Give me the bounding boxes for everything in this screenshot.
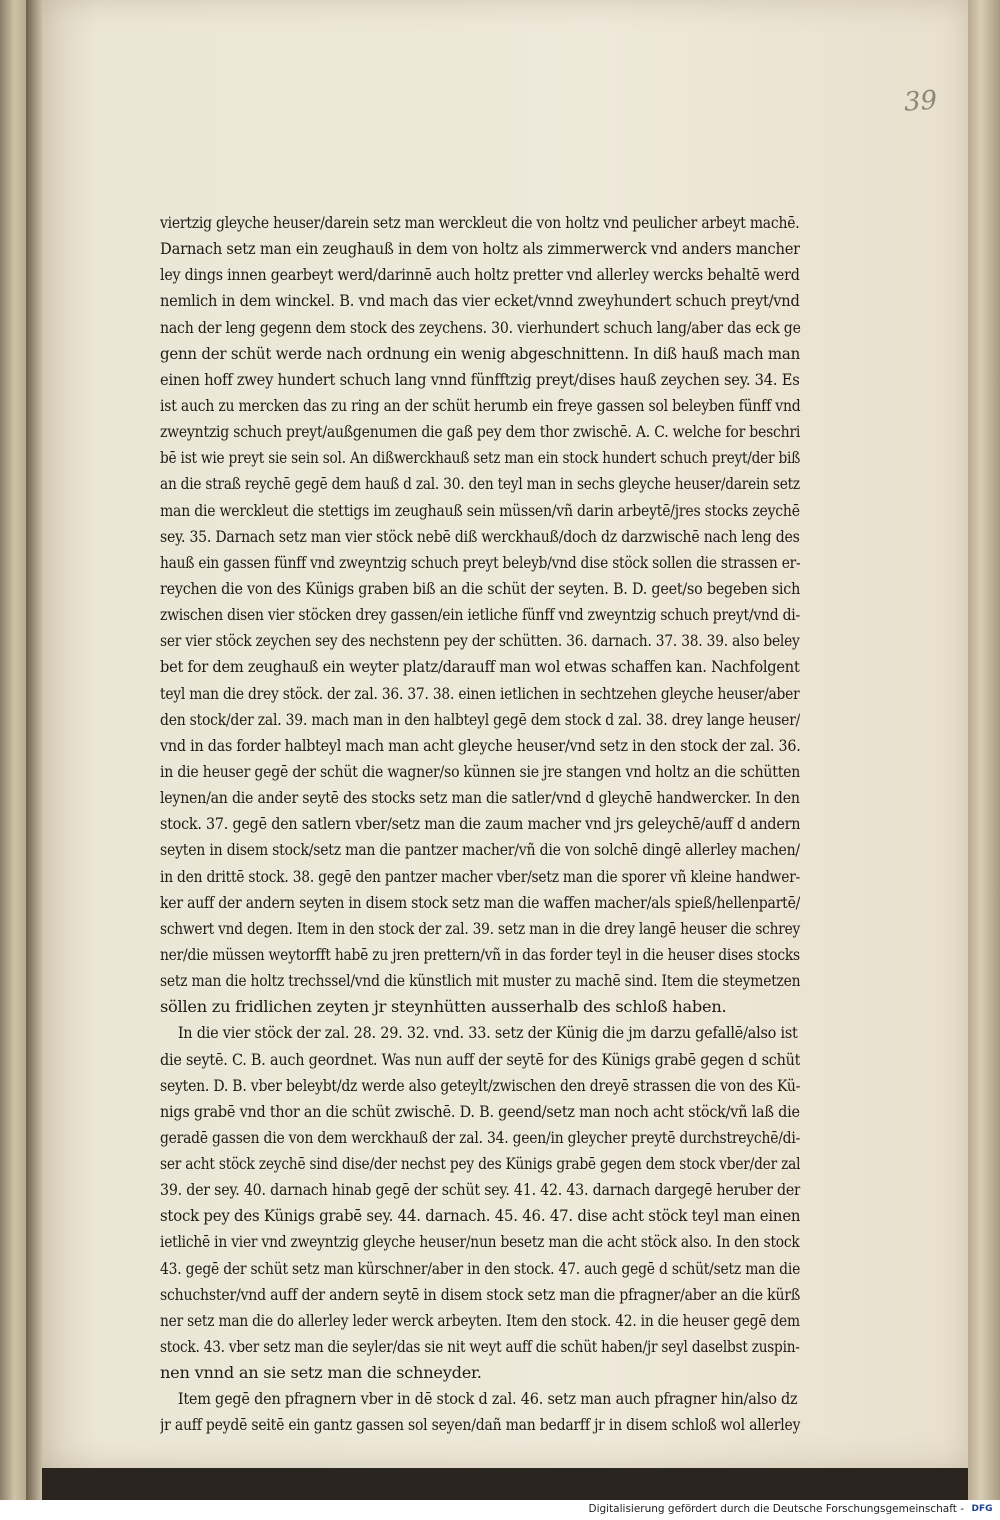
- text-line: ietlichē in vier vnd zweyntzig gleyche heuser/nun besetz man die acht stöck also. In den stock: [160, 1232, 800, 1252]
- text-line: hauß ein gassen fünff vnd zweyntzig schuch preyt beleyb/vnd dise stöck sollen die strassen er-: [160, 552, 801, 572]
- text-line: 39. der sey. 40. darnach hinab gegē der schüt sey. 41. 42. 43. darnach dargegē heruber der: [160, 1180, 801, 1200]
- text-line: bē ist wie preyt sie sein sol. An dißwerckhauß setz man ein stock hundert schuch preyt/der biß: [160, 448, 800, 468]
- text-line: leynen/an die ander seytē des stocks setz man die satler/vnd d gleychē handwercker. In den: [160, 788, 800, 808]
- text-line: den stock/der zal. 39. mach man in den halbteyl gegē dem stock d zal. 38. drey lange heuser/: [160, 709, 800, 729]
- text-line: Item gegē den pfragnern vber in dē stock d zal. 46. setz man auch pfragner hin/also dz: [177, 1389, 798, 1409]
- footer-credit: Digitalisierung gefördert durch die Deutsche Forschungsgemeinschaft -: [588, 1503, 964, 1515]
- text-line: reychen die von des Künigs graben biß an die schüt der seyten. B. D. geet/so begeben sich: [160, 578, 800, 598]
- facing-page-edge: [0, 0, 26, 1500]
- text-line: einen hoff zwey hundert schuch lang vnnd fünfftzig preyt/dises hauß zeychen sey. 34. Es: [160, 369, 800, 389]
- text-line: ser vier stöck zeychen sey des nechstenn pey der schütten. 36. darnach. 37. 38. 39. also beley: [160, 631, 800, 651]
- text-line: teyl man die drey stöck. der zal. 36. 37. 38. einen ietlichen in sechtzehen gleyche heuser/aber: [160, 683, 800, 703]
- text-line: stock pey des Künigs grabē sey. 44. darnach. 45. 46. 47. dise acht stöck teyl man einen: [160, 1206, 800, 1226]
- text-line: nen vnnd an sie setz man die schneyder.: [160, 1363, 482, 1383]
- text-line: In die vier stöck der zal. 28. 29. 32. vnd. 33. setz der Künig die jm darzu gefallē/also ist: [177, 1023, 798, 1043]
- book-gutter: [26, 0, 42, 1500]
- text-line: söllen zu fridlichen zeyten jr steynhütten ausserhalb des schloß haben.: [160, 997, 727, 1017]
- text-line: schuchster/vnd auff der andern seytē in disem stock setz man die pfragner/aber an die kürß: [160, 1284, 801, 1304]
- text-line: man die wercklеut die stettigs im zeughauß sein müssen/vñ darin arbeytē/jres stocks zeychē: [160, 500, 800, 520]
- text-line: an die straß reychē gegē dem hauß d zal. 30. den teyl man in sechs gleyche heuser/darein setz: [160, 474, 800, 494]
- text-line: geradē gassen die von dem werckhauß der zal. 34. geen/in gleycher preytē durchstreychē/di-: [160, 1127, 801, 1147]
- text-line: seyten in disem stock/setz man die pantzer macher/vñ die von solchē dingē allerley machen/: [160, 840, 800, 860]
- text-line: sey. 35. Darnach setz man vier stöck nebē diß werckhauß/doch dz darzwischē nach leng des: [160, 526, 800, 546]
- text-line: vnd in das forder halbteyl mach man acht gleyche heuser/vnd setz in den stock der zal. 36.: [160, 735, 801, 755]
- text-line: nach der leng gegenn dem stock des zeychens. 30. vierhundert schuch lang/aber das eck ge: [160, 317, 801, 337]
- footer-bar: [0, 1500, 1000, 1520]
- text-line: ner/die müssen weytorfft habē zu jren prettern/vñ in das forder teyl in die heuser dises stocks: [160, 944, 800, 964]
- text-line: in die heuser gegē der schüt die wagner/so künnen sie jre stangen vnd holtz an die schütten: [160, 761, 800, 781]
- text-line: jr auff peydē seitē ein gantz gassen sol seyen/dañ man bedarff jr in disem schloß wol allerley: [160, 1415, 801, 1435]
- text-line: Darnach setz man ein zeughauß in dem von holtz als zimmerwerck vnd anders mancher: [160, 239, 800, 259]
- body-text-block: [160, 210, 800, 1439]
- text-line: die seytē. C. B. auch geordnet. Was nun auff der seytē for des Künigs grabē gegen d schüt: [160, 1049, 801, 1069]
- text-line: ist auch zu mercken das zu ring an der schüt herumb ein freye gassen sol beleyben fünff vnd: [160, 395, 801, 415]
- text-line: setz man die holtz trechssel/vnd die künstlich mit muster zu machē sind. Item die steymetzen: [160, 971, 801, 991]
- text-line: nigs grabē vnd thor an die schüt zwischē. D. B. geend/setz man noch acht stöck/vñ laß die: [160, 1101, 800, 1121]
- text-line: 43. gegē der schüt setz man kürschner/aber in den stock. 47. auch gegē d schüt/setz man die: [160, 1258, 801, 1278]
- dfg-logo: DFG: [971, 1504, 993, 1514]
- text-line: ser acht stöck zeychē sind dise/der nechst pey des Künigs grabē gegen dem stock vber/der zal: [160, 1154, 801, 1174]
- folio-number: 39: [903, 85, 939, 118]
- text-line: schwert vnd degen. Item in den stock der zal. 39. setz man in die drey langē heuser die schrey: [160, 918, 801, 938]
- text-line: in den drittē stock. 38. gegē den pantzer macher vber/setz man die sporer vñ kleine handwer-: [160, 866, 800, 886]
- text-line: viertzig gleyche heuser/darein setz man wercklеut die von holtz vnd peulicher arbeyt machē.: [160, 213, 800, 232]
- text-line: stock. 37. gegē den satlern vber/setz man die zaum macher vnd jrs geleychē/auff d andern: [160, 814, 800, 834]
- text-line: ley dings innen gearbeyt werd/darinnē auch holtz pretter vnd allerley wercks behaltē werd: [160, 265, 800, 285]
- text-line: nemlich in dem winckel. B. vnd mach das vier ecket/vnnd zweyhundert schuch preyt/vnd: [160, 291, 800, 311]
- text-line: ner setz man die do allerley leder werck arbeyten. Item den stock. 42. in die heuser gegē dem: [160, 1310, 800, 1330]
- text-line: ker auff der andern seyten in disem stock setz man die waffen macher/als spieß/hellenpartē/: [160, 892, 800, 912]
- text-line: zwischen disen vier stöcken drey gassen/ein ietliche fünff vnd zweyntzig schuch preyt/vnd di-: [160, 605, 800, 625]
- text-line: genn der schüt werde nach ordnung ein wenig abgeschnittenn. In diß hauß mach man: [160, 343, 800, 363]
- text-line: zweyntzig schuch preyt/außgenumen die gaß pey dem thor zwischē. A. C. welche for beschri: [160, 422, 801, 442]
- text-line: stock. 43. vber setz man die seyler/das sie nit weyt auff die schüt haben/jr seyl daselbst zuspin-: [160, 1337, 800, 1357]
- text-line: bet for dem zeughauß ein weyter platz/darauff man wol etwas schaffen kan. Nachfolgent: [160, 657, 800, 677]
- text-line: seyten. D. B. vber beleybt/dz werde also geteylt/zwischen den dreyē strassen die von des Kü-: [160, 1075, 801, 1095]
- page-stack-edge: [968, 0, 1000, 1500]
